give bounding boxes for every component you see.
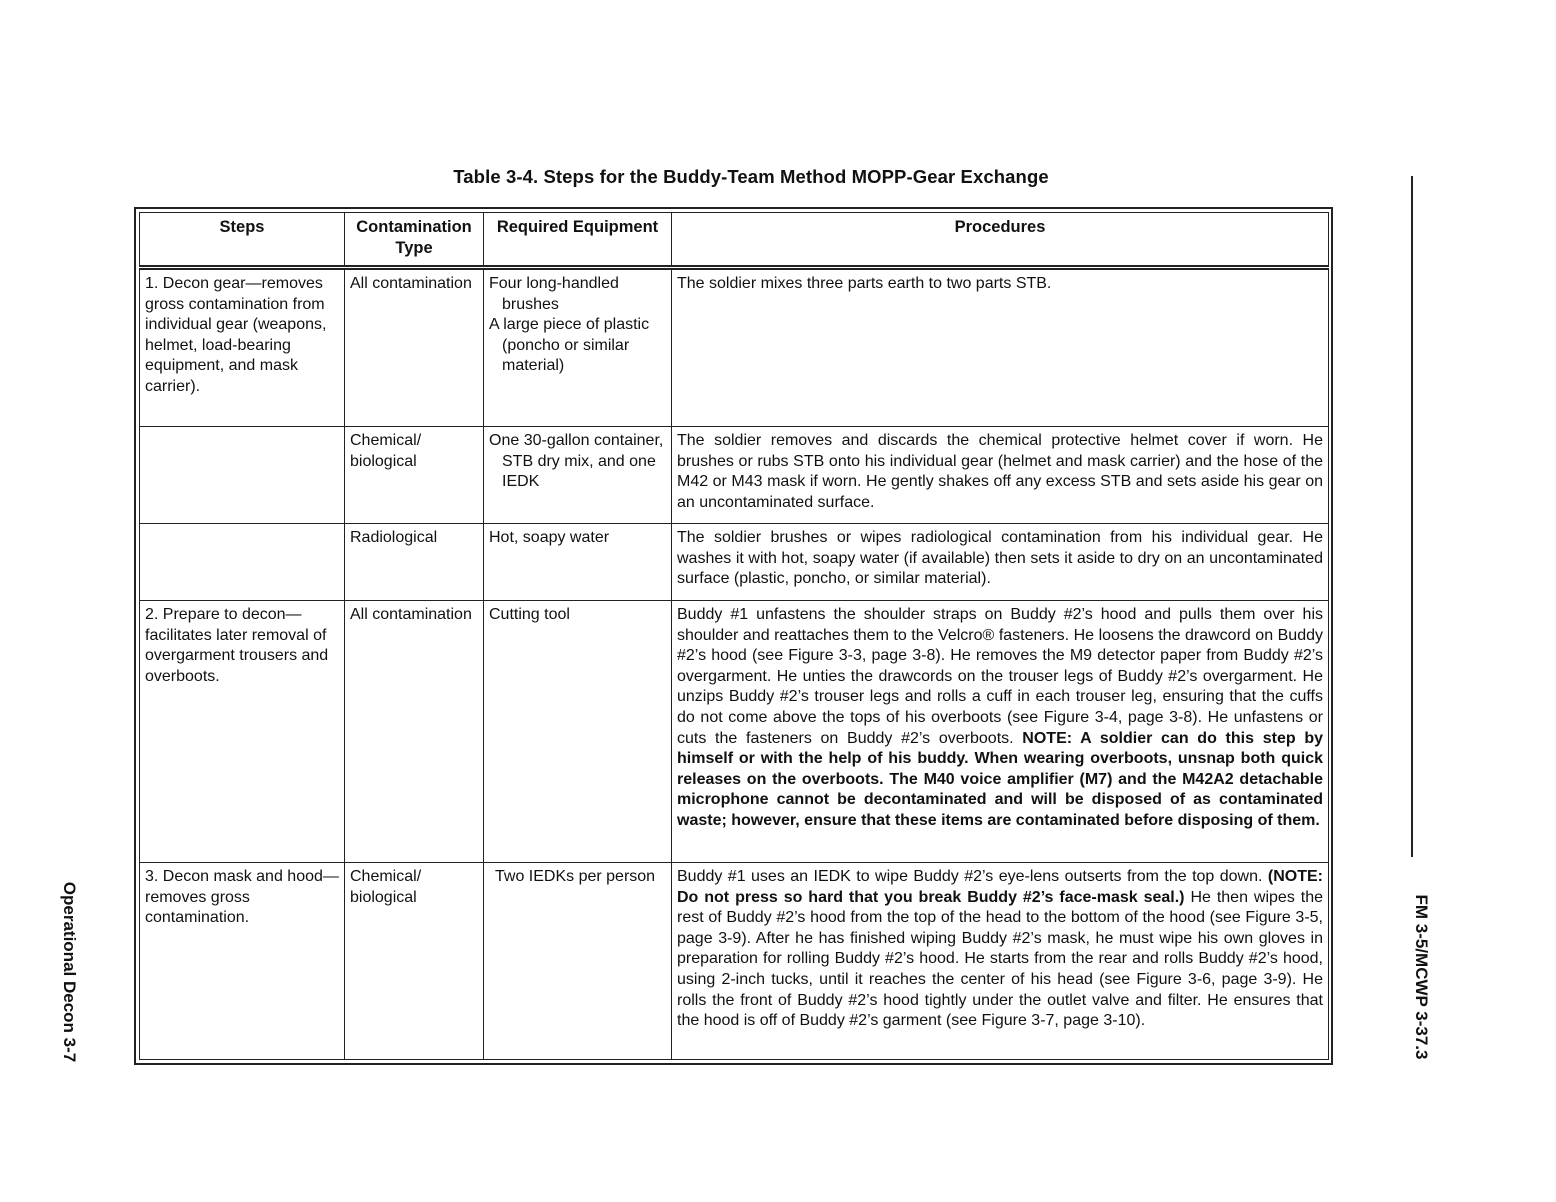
procedure-text: Buddy #1 unfastens the shoulder straps on Buddy #2’s hood and pulls them over his shoulder and reattaches them to the Velcro® fasteners. He loosens the drawcord on Buddy #2’s hood (see Figure 3-3, page 3-8). He removes the M9 detector paper from Buddy #2’s overgarment. He unties the drawcords on the trouser legs of Buddy #2’s overgarment. He unzips Buddy #2’s trouser legs and rolls a cuff in each trouser leg, ensuring that the cuffs do not come above the tops of his overboots (see Figure 3-4, page 3-8). He unfastens or cuts the fasteners on Buddy #2’s overboots.: [677, 606, 1323, 747]
contamination-cell: All contamination: [345, 268, 484, 427]
procedure-note: NOTE: A soldier can do this step by himself or with the help of his buddy. When wearing overboots, unsnap both quick releases on the overboots. The M40 voice amplifier (M7) and the M42A2 detachable microphone cannot be decontaminated and will be disposed of as contaminated waste; however, ensure that these items are contaminated before disposing of them.: [677, 729, 1323, 829]
contamination-cell: Radiological: [345, 524, 484, 601]
procedure-text: Buddy #1 uses an IEDK to wipe Buddy #2’s eye-lens outserts from the top down.: [677, 868, 1268, 885]
equipment-item: Two IEDKs per person: [495, 868, 656, 885]
equipment-cell: [484, 863, 672, 1060]
equipment-cell: [484, 524, 672, 601]
step-cell: [140, 524, 345, 601]
step-cell: 2. Prepare to decon—facilitates later removal of overgarment trousers and overboots.: [140, 601, 345, 863]
table-row: [140, 268, 1329, 427]
step-cell: 3. Decon mask and hood—removes gross contamination.: [140, 863, 345, 1060]
header-steps: Steps: [140, 213, 345, 268]
page-footer-right-text: FM 3-5/MCWP 3-37.3: [1412, 894, 1431, 1060]
page-footer-left-text: Operational Decon 3-7: [60, 881, 79, 1063]
procedure-cell: [672, 863, 1329, 1060]
mopp-exchange-table: [139, 212, 1329, 1060]
header-contamination-type: [345, 213, 484, 268]
contamination-cell: All contamination: [345, 601, 484, 863]
step-cell: [140, 427, 345, 524]
procedure-cell: The soldier removes and discards the chemical protective helmet cover if worn. He brushes or rubs STB onto his individual gear (helmet and mask carrier) and the hose of the M42 or M43 mask if worn. He gently shakes off any excess STB and sets aside his gear on an uncontaminated surface.: [672, 427, 1329, 524]
equipment-item: Cutting tool: [489, 606, 570, 623]
header-contamination-line2: Type: [395, 238, 433, 257]
procedure-cell: [672, 601, 1329, 863]
table-title: Table 3-4. Steps for the Buddy-Team Method MOPP-Gear Exchange: [453, 166, 1049, 187]
table-row: [140, 863, 1329, 1060]
equipment-item: Four long-handled brushes: [489, 275, 619, 313]
equipment-item: A large piece of plastic (poncho or similar material): [489, 316, 650, 375]
procedure-cell: The soldier brushes or wipes radiological contamination from his individual gear. He washes it with hot, soapy water (if available) then sets it aside to dry on an uncontaminated surface (plastic, poncho, or similar material).: [672, 524, 1329, 601]
table-row: [140, 427, 1329, 524]
contamination-cell: Chemical/ biological: [345, 863, 484, 1060]
equipment-item: One 30-gallon container, STB dry mix, and one IEDK: [489, 432, 664, 491]
table-row: [140, 601, 1329, 863]
procedure-cell: The soldier mixes three parts earth to two parts STB.: [672, 268, 1329, 427]
contamination-cell: Chemical/ biological: [345, 427, 484, 524]
header-required-equipment: Required Equipment: [484, 213, 672, 268]
procedure-text: He then wipes the rest of Buddy #2’s hood from the top of the head to the bottom of the hood (see Figure 3-5, page 3-9). After he has finished wiping Buddy #2’s mask, he must wipe his own gloves in preparation for rolling Buddy #2’s hood. He starts from the rear and rolls Buddy #2’s hood, using 2-inch tucks, until it reaches the center of his head (see Figure 3-6, page 3-9). He rolls the front of Buddy #2’s hood tightly under the outlet valve and filter. He ensures that the hood is off of Buddy #2’s garment (see Figure 3-7, page 3-10).: [677, 888, 1323, 1030]
step-cell: 1. Decon gear—removes gross contamination from individual gear (weapons, helmet, load-bearing equipment, and mask carrier).: [140, 268, 345, 427]
equipment-cell: [484, 427, 672, 524]
table-header-row: [140, 213, 1329, 268]
header-procedures: Procedures: [672, 213, 1329, 268]
equipment-item: Hot, soapy water: [489, 529, 610, 546]
table-row: [140, 524, 1329, 601]
equipment-cell: [484, 268, 672, 427]
header-contamination-line1: Contamination: [356, 218, 472, 236]
margin-rule: [1411, 176, 1413, 857]
procedure-note: (NOTE: Do not press so hard that you break Buddy #2’s face-mask seal.): [677, 868, 1323, 906]
equipment-cell: [484, 601, 672, 863]
